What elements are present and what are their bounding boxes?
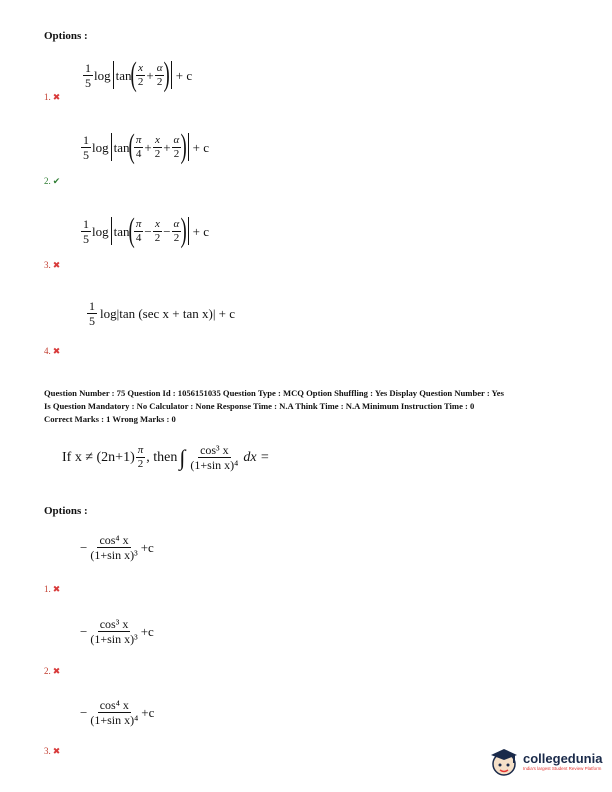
logo-wordmark: collegedunia (523, 751, 603, 766)
wrong-mark-icon: ✖ (52, 584, 61, 594)
q75-option-2-expression: − $\frac{\text{cos³ x}}{\text{(1+sin x)³}}$ +c (80, 617, 154, 646)
options-heading-q75: Options : (44, 505, 88, 517)
q75-question-text: If x ≠ (2n+1) $\frac{\pi}{2}$ , then ∫ $\frac{\text{cos³ x}}{\text{(1+sin x)⁴}}$ dx = (62, 443, 270, 472)
q75-option-3-number: 3. ✖ (44, 746, 61, 756)
wrong-mark-icon: ✖ (52, 346, 61, 356)
logo-tagline: India's largest Student Review Platform (523, 766, 602, 771)
collegedunia-logo (488, 744, 606, 778)
q74-option-2-number: 2. ✔ (44, 176, 61, 186)
q75-option-2-number: 2. ✖ (44, 666, 61, 676)
q74-option-1-expression: $\frac{1}{5}$ log tan ( $\frac{x}{2}$ + $\frac{\alpha}{2}$ ) + c (85, 56, 193, 93)
q74-option-3-number: 3. ✖ (44, 260, 61, 270)
q75-option-1-number: 1. ✖ (44, 584, 61, 594)
wrong-mark-icon: ✖ (52, 260, 61, 270)
wrong-mark-icon: ✖ (52, 92, 61, 102)
correct-check-icon: ✔ (52, 176, 61, 186)
q74-option-4-number: 4. ✖ (44, 346, 61, 356)
q75-metadata: Question Number : 75 Question Id : 1056151035 Question Type : MCQ Option Shuffling : Yes Display Question Number : Yes Is Question Mandatory : No Calculator : None Response Time : N.A Think Time : N.A Minimum Instruction Time : 0 Correct Marks : 1 Wrong Marks : 0 (44, 388, 504, 424)
q75-option-3-expression: − $\frac{\text{cos⁴ x}}{\text{(1+sin x)⁴}}$ +c (80, 698, 155, 727)
q74-option-4-expression: $\frac{1}{5}$ log|tan (sec x + tan x)| + c (89, 299, 236, 328)
options-heading-q74: Options : (44, 30, 88, 42)
q74-option-1-number: 1. ✖ (44, 92, 61, 102)
q75-option-1-expression: − $\frac{\text{cos⁴ x}}{\text{(1+sin x)³}}$ +c (80, 533, 154, 562)
wrong-mark-icon: ✖ (52, 746, 61, 756)
graduate-mascot-icon (488, 745, 520, 777)
wrong-mark-icon: ✖ (52, 666, 61, 676)
q74-option-2-expression: $\frac{1}{5}$ log tan ( $\frac{\pi}{4}$ + $\frac{x}{2}$ + $\frac{\alpha}{2}$ ) + c (83, 128, 210, 165)
q74-option-3-expression: $\frac{1}{5}$ log tan ( $\frac{\pi}{4}$ − $\frac{x}{2}$ − $\frac{\alpha}{2}$ ) + c (83, 212, 210, 249)
